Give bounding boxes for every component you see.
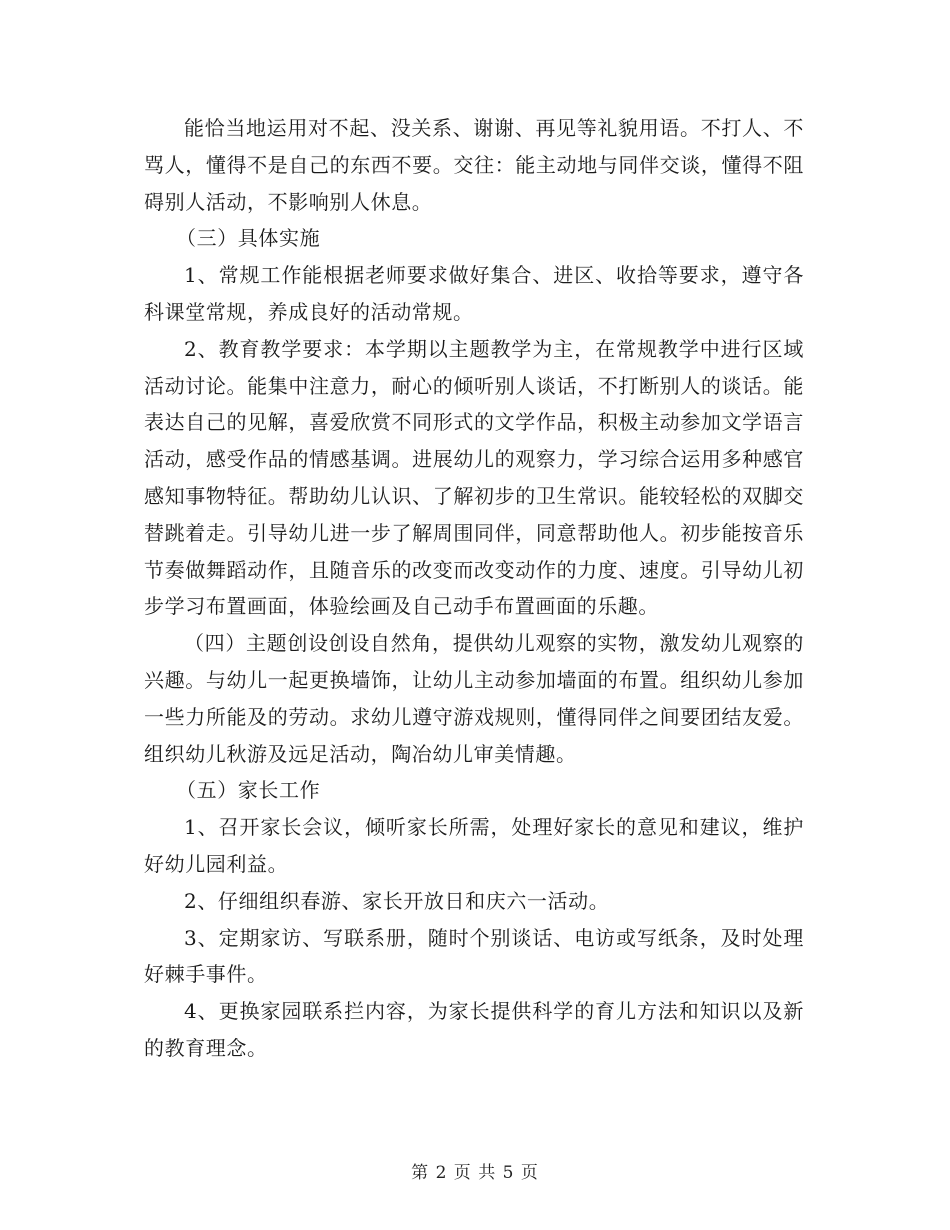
document-page xyxy=(144,110,804,1067)
paragraph-routine-work: 1、常规工作能根据老师要求做好集合、进区、收拾等要求，遵守各科课堂常规，养成良好的活动常规。 xyxy=(144,263,804,324)
paragraph-contact-board: 4、更换家园联系拦内容，为家长提供科学的育儿方法和知识以及新的教育理念。 xyxy=(144,999,804,1060)
page-number-footer: 第 2 页 共 5 页 xyxy=(411,1163,539,1183)
paragraph-teaching-requirements: 2、教育教学要求：本学期以主题教学为主，在常规教学中进行区域活动讨论。能集中注意力，耐心的倾听别人谈话，不打断别人的谈话。能表达自己的见解，喜爱欣赏不同形式的文学作品，积极主动参加文学语言活动，感受作品的情感基调。进展幼儿的观察力，学习综合运用多种感官感知事物特征。帮助幼儿认识、了解初步的卫生常识。能较轻松的双脚交替跳着走。引导幼儿进一步了解周围同伴，同意帮助他人。初步能按音乐节奏做舞蹈动作，且随音乐的改变而改变动作的力度、速度。引导幼儿初步学习布置画面，体验绘画及自己动手布置画面的乐趣。 xyxy=(144,336,804,619)
paragraph-home-visits: 3、定期家访、写联系册，随时个别谈话、电访或写纸条，及时处理好棘手事件。 xyxy=(144,925,804,987)
section-heading-implementation: （三）具体实施 xyxy=(176,226,321,251)
paragraph-parent-meeting: 1、召开家长会议，倾听家长所需，处理好家长的意见和建议，维护好幼儿园利益。 xyxy=(144,815,804,876)
section-heading-parent-work: （五）家长工作 xyxy=(176,778,321,803)
paragraph-manners: 能恰当地运用对不起、没关系、谢谢、再见等礼貌用语。不打人、不骂人，懂得不是自己的东西不要。交往：能主动地与同伴交谈，懂得不阻碍别人活动，不影响别人休息。 xyxy=(144,116,804,214)
paragraph-spring-outing: 2、仔细组织春游、家长开放日和庆六一活动。 xyxy=(184,888,610,913)
paragraph-theme-creation: （四）主题创设创设自然角，提供幼儿观察的实物，激发幼儿观察的兴趣。与幼儿一起更换墙饰，让幼儿主动参加墙面的布置。组织幼儿参加一些力所能及的劳动。求幼儿遵守游戏规则，懂得同伴之间要团结友爱。组织幼儿秋游及远足活动，陶冶幼儿审美情趣。 xyxy=(144,631,804,766)
